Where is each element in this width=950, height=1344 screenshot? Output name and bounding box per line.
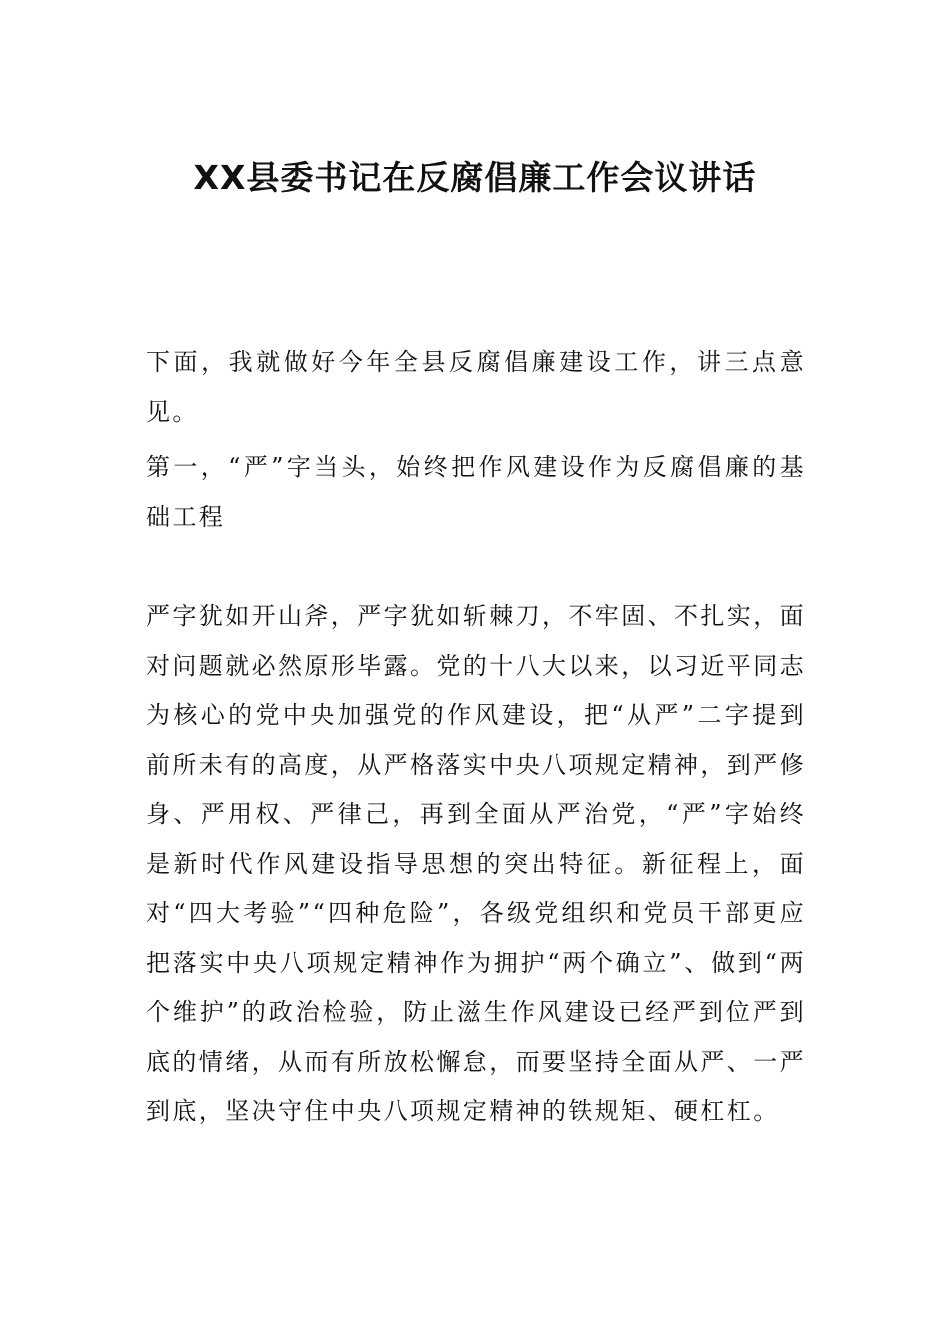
section-heading-1: 第一，“严”字当头，始终把作风建设作为反腐倡廉的基础工程 <box>146 453 806 531</box>
intro-paragraph: 下面，我就做好今年全县反腐倡廉建设工作，讲三点意见。 <box>146 348 806 426</box>
document-title: XX县委书记在反腐倡廉工作会议讲话 <box>193 158 757 197</box>
section-body-1: 严字犹如开山斧，严字犹如斩棘刀，不牢固、不扎实，面对问题就必然原形毕露。党的十八大以来，以习近平同志为核心的党中央加强党的作风建设，把“从严”二字提到前所未有的高度，从严格落实中央八项规定精神，到严修身、严用权、严律己，再到全面从严治党，“严”字始终是新时代作风建设指导思想的突出特征。新征程上，面对“四大考验”“四种危险”，各级党组织和党员干部更应把落实中央八项规定精神作为拥护“两个确立”、做到“两个维护”的政治检验，防止滋生作风建设已经严到位严到底的情绪，从而有所放松懈怠，而要坚持全面从严、一严到底，坚决守住中央八项规定精神的铁规矩、硬杠杠。 <box>146 602 806 1125</box>
